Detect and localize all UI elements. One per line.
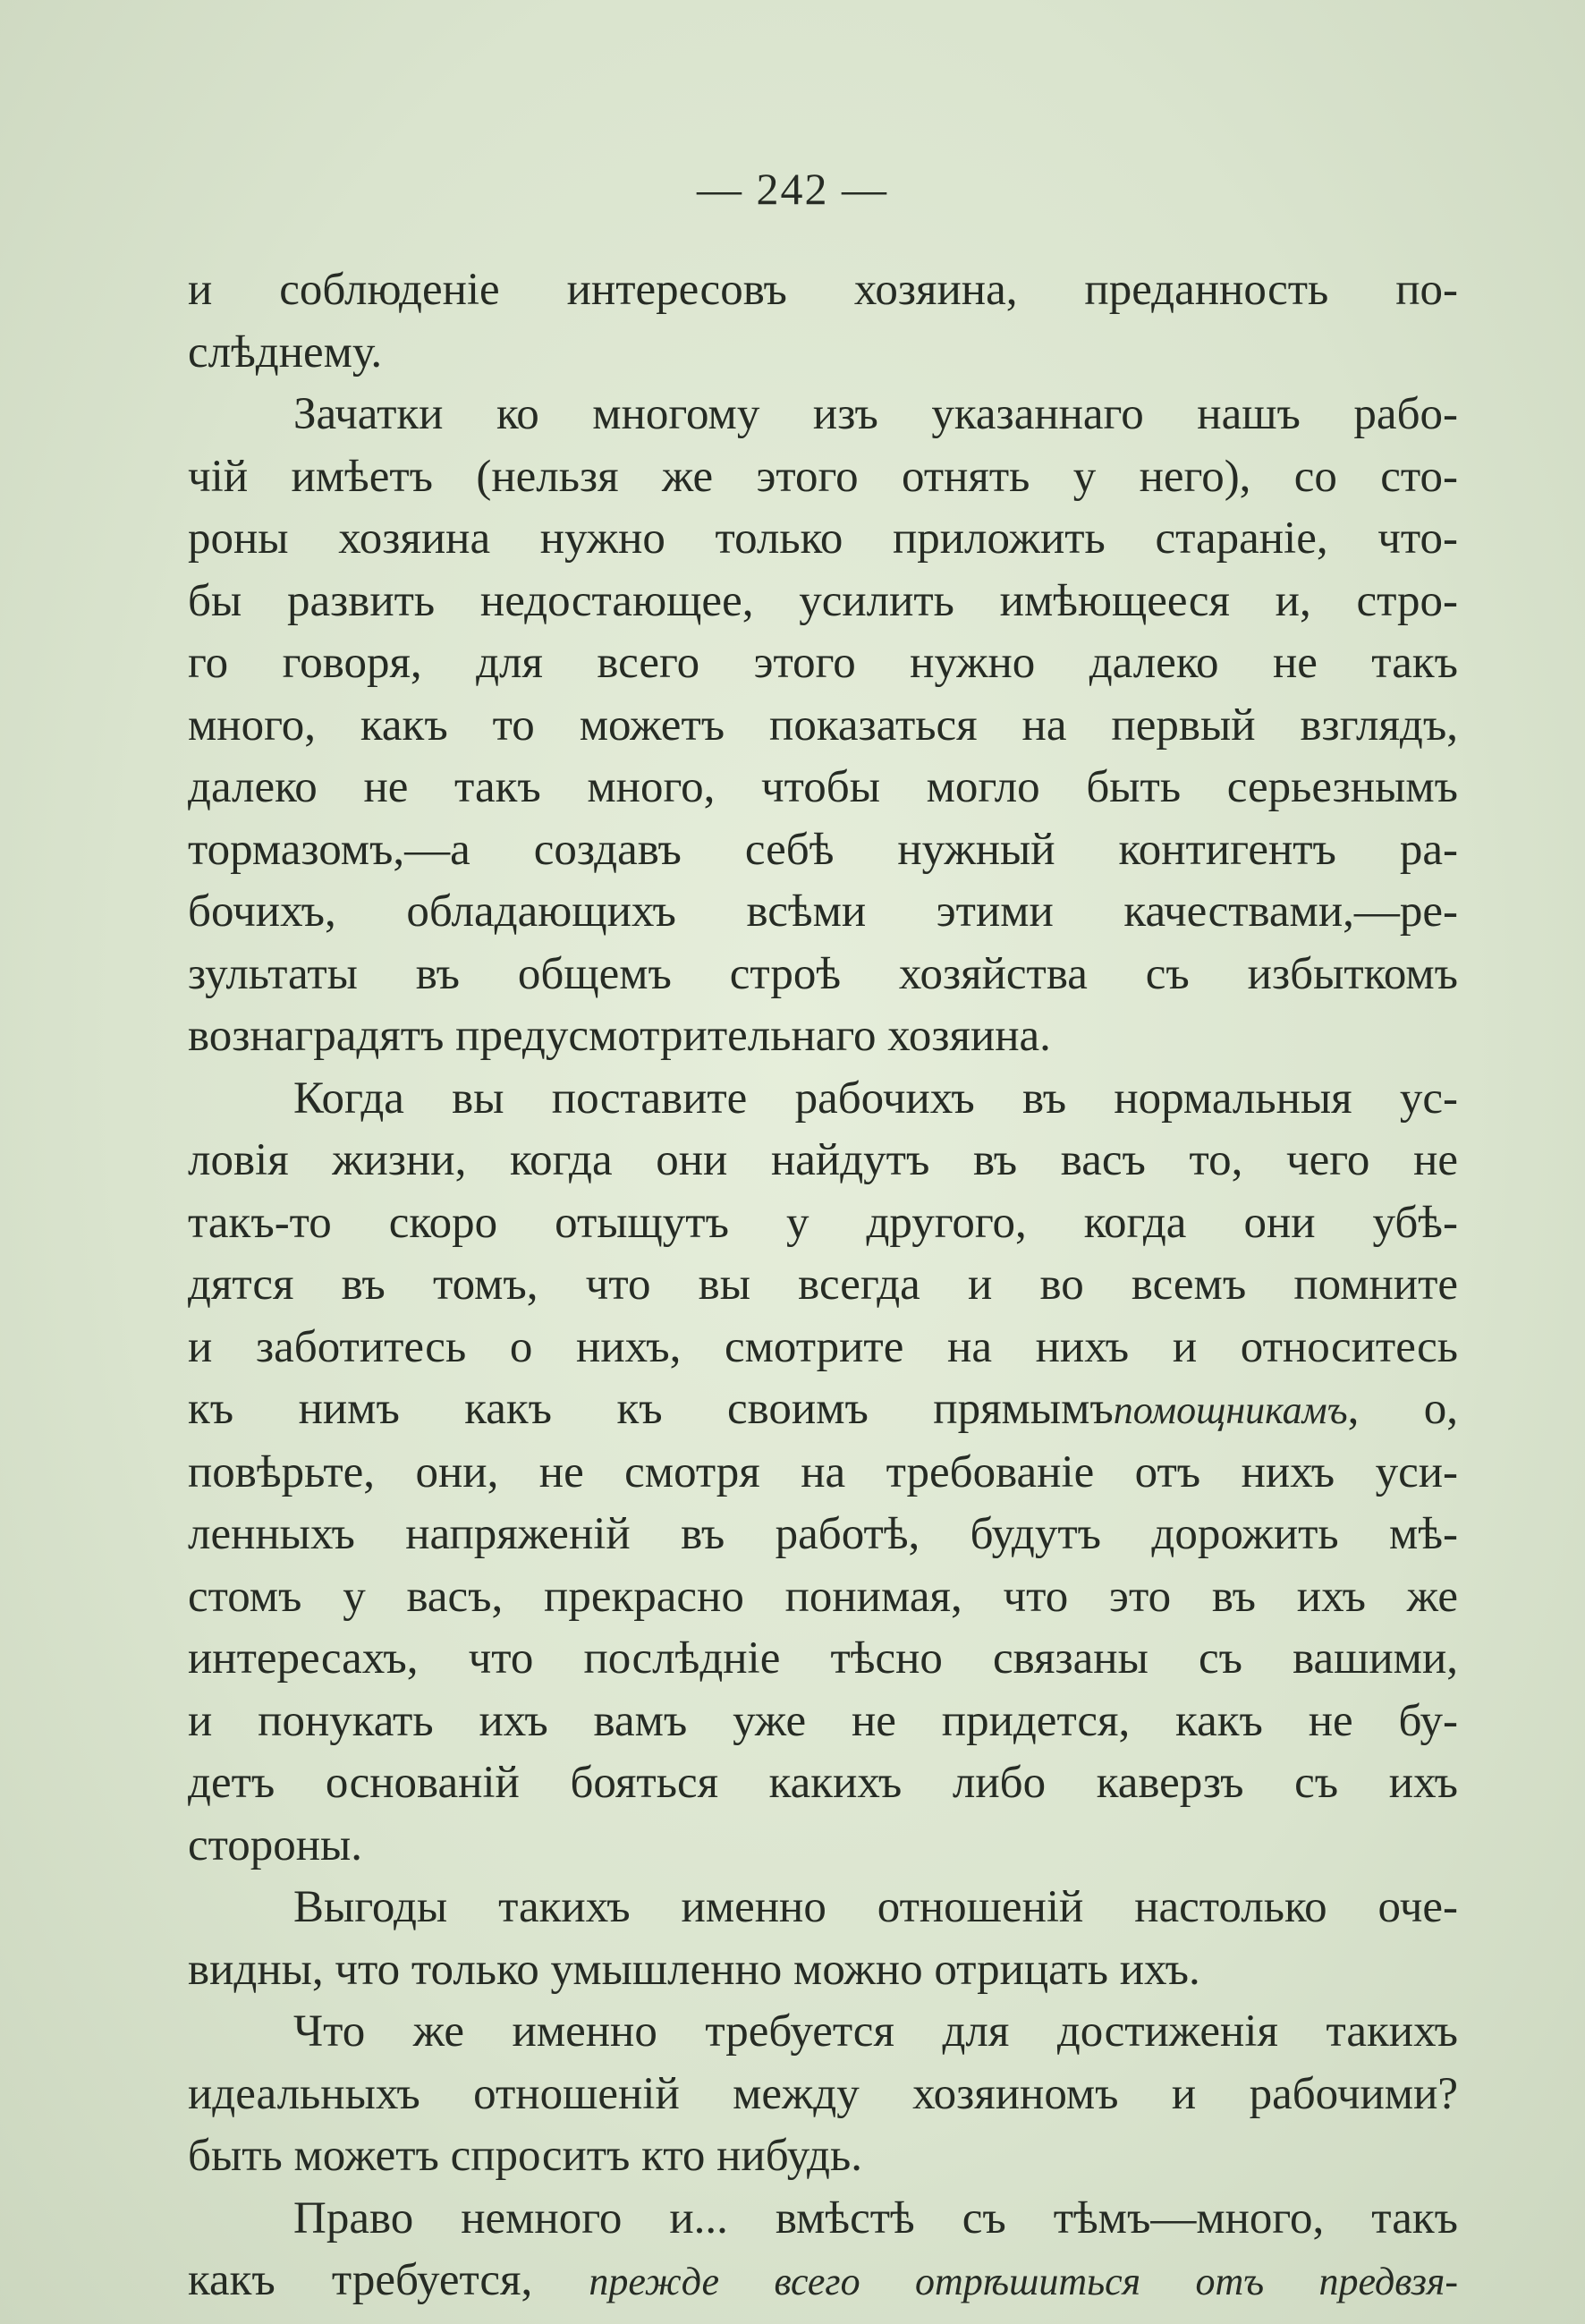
line-text: бы развить недостающее, усилить имѣющееся и, стро- bbox=[188, 575, 1458, 626]
line-text: роны хозяина нужно только приложить стараніе, что- bbox=[188, 513, 1458, 564]
text-line bbox=[188, 1192, 1458, 1255]
line-text: Право немного и... вмѣстѣ съ тѣмъ—много, такъ bbox=[293, 2193, 1458, 2243]
text-line bbox=[188, 2125, 1458, 2188]
line-text: быть можетъ спроситъ кто нибудь. bbox=[188, 2131, 862, 2181]
line-text: интересахъ, что послѣдніе тѣсно связаны съ вашими, bbox=[188, 1633, 1458, 1684]
line-text-after: , о, bbox=[1347, 1384, 1459, 1434]
emphasized-text: прежде всего отрѣшиться отъ предвзя- bbox=[589, 2260, 1458, 2303]
text-line bbox=[188, 2064, 1458, 2126]
line-text: слѣднему. bbox=[188, 327, 383, 377]
line-text: къ нимъ какъ къ своимъ прямымъ bbox=[188, 1384, 1114, 1434]
text-line bbox=[188, 944, 1458, 1006]
text-line bbox=[188, 1130, 1458, 1192]
text-line bbox=[188, 1254, 1458, 1317]
text-line bbox=[188, 1877, 1458, 1939]
text-line bbox=[188, 1939, 1458, 2002]
text-line bbox=[188, 1442, 1458, 1505]
line-text: бочихъ, обладающихъ всѣми этими качествами,—ре- bbox=[188, 886, 1458, 937]
text-line bbox=[188, 446, 1458, 509]
text-line bbox=[188, 1378, 1458, 1442]
page-number: — 242 — bbox=[697, 164, 888, 214]
line-text: такъ-то скоро отыщутъ у другого, когда они убѣ- bbox=[188, 1197, 1458, 1248]
line-text: далеко не такъ много, чтобы могло быть серьезнымъ bbox=[188, 762, 1458, 812]
text-line bbox=[188, 1752, 1458, 1815]
text-line bbox=[188, 1628, 1458, 1691]
text-line bbox=[188, 881, 1458, 944]
text-line bbox=[188, 2001, 1458, 2064]
text-line bbox=[188, 571, 1458, 633]
line-text: Когда вы поставите рабочихъ въ нормальныя ус- bbox=[293, 1073, 1458, 1124]
text-line bbox=[188, 1504, 1458, 1566]
text-line bbox=[188, 259, 1458, 322]
line-text: чій имѣетъ (нельзя же этого отнять у него), со сто- bbox=[188, 451, 1458, 502]
line-text: Выгоды такихъ именно отношеній настолько оче- bbox=[293, 1882, 1458, 1932]
text-line bbox=[188, 1317, 1458, 1379]
line-text: го говоря, для всего этого нужно далеко не такъ bbox=[188, 638, 1458, 688]
line-text: и соблюденіе интересовъ хозяина, преданность по- bbox=[188, 265, 1458, 315]
line-text: стомъ у васъ, прекрасно понимая, что это въ ихъ же bbox=[188, 1571, 1458, 1622]
text-column bbox=[188, 259, 1458, 2313]
line-text: много, какъ то можетъ показаться на первый взглядъ, bbox=[188, 700, 1458, 751]
line-text: и заботитесь о нихъ, смотрите на нихъ и относитесь bbox=[188, 1321, 1458, 1372]
text-line bbox=[188, 757, 1458, 819]
line-text: видны, что только умышленно можно отрицать ихъ. bbox=[188, 1944, 1200, 1995]
text-line bbox=[188, 2188, 1458, 2251]
line-text: ленныхъ напряженій въ работѣ, будутъ дорожить мѣ- bbox=[188, 1509, 1458, 1559]
text-line bbox=[188, 322, 1458, 385]
line-text: зультаты въ общемъ строѣ хозяйства съ избыткомъ bbox=[188, 948, 1458, 999]
text-line bbox=[188, 1566, 1458, 1629]
line-text: идеальныхъ отношеній между хозяиномъ и рабочими? bbox=[188, 2068, 1458, 2119]
text-line bbox=[188, 508, 1458, 571]
text-line bbox=[188, 2250, 1458, 2313]
text-line bbox=[188, 695, 1458, 758]
line-text: детъ основаній бояться какихъ либо каверзъ съ ихъ bbox=[188, 1758, 1458, 1808]
line-text: ловія жизни, когда они найдутъ въ васъ то, чего не bbox=[188, 1135, 1458, 1185]
line-text: Что же именно требуется для достиженія такихъ bbox=[293, 2006, 1458, 2057]
line-text: вознаградятъ предусмотрительнаго хозяина. bbox=[188, 1011, 1051, 1061]
line-text: Зачатки ко многому изъ указаннаго нашъ рабо- bbox=[293, 389, 1458, 439]
text-line bbox=[188, 632, 1458, 695]
line-text: стороны. bbox=[188, 1819, 363, 1870]
line-text: повѣрьте, они, не смотря на требованіе отъ нихъ уси- bbox=[188, 1446, 1458, 1497]
text-line bbox=[188, 1068, 1458, 1131]
text-line bbox=[188, 1005, 1458, 1068]
text-line bbox=[188, 1815, 1458, 1878]
line-text: какъ требуется, bbox=[188, 2255, 589, 2305]
text-line bbox=[188, 1691, 1458, 1753]
line-text: дятся въ томъ, что вы всегда и во всемъ помните bbox=[188, 1260, 1458, 1310]
line-text: тормазомъ,—а создавъ себѣ нужный контигентъ ра- bbox=[188, 824, 1458, 875]
text-line bbox=[188, 819, 1458, 882]
emphasized-text: помощникамъ bbox=[1113, 1388, 1348, 1432]
line-text: и понукать ихъ вамъ уже не придется, какъ не бу- bbox=[188, 1695, 1458, 1746]
text-line bbox=[188, 384, 1458, 446]
